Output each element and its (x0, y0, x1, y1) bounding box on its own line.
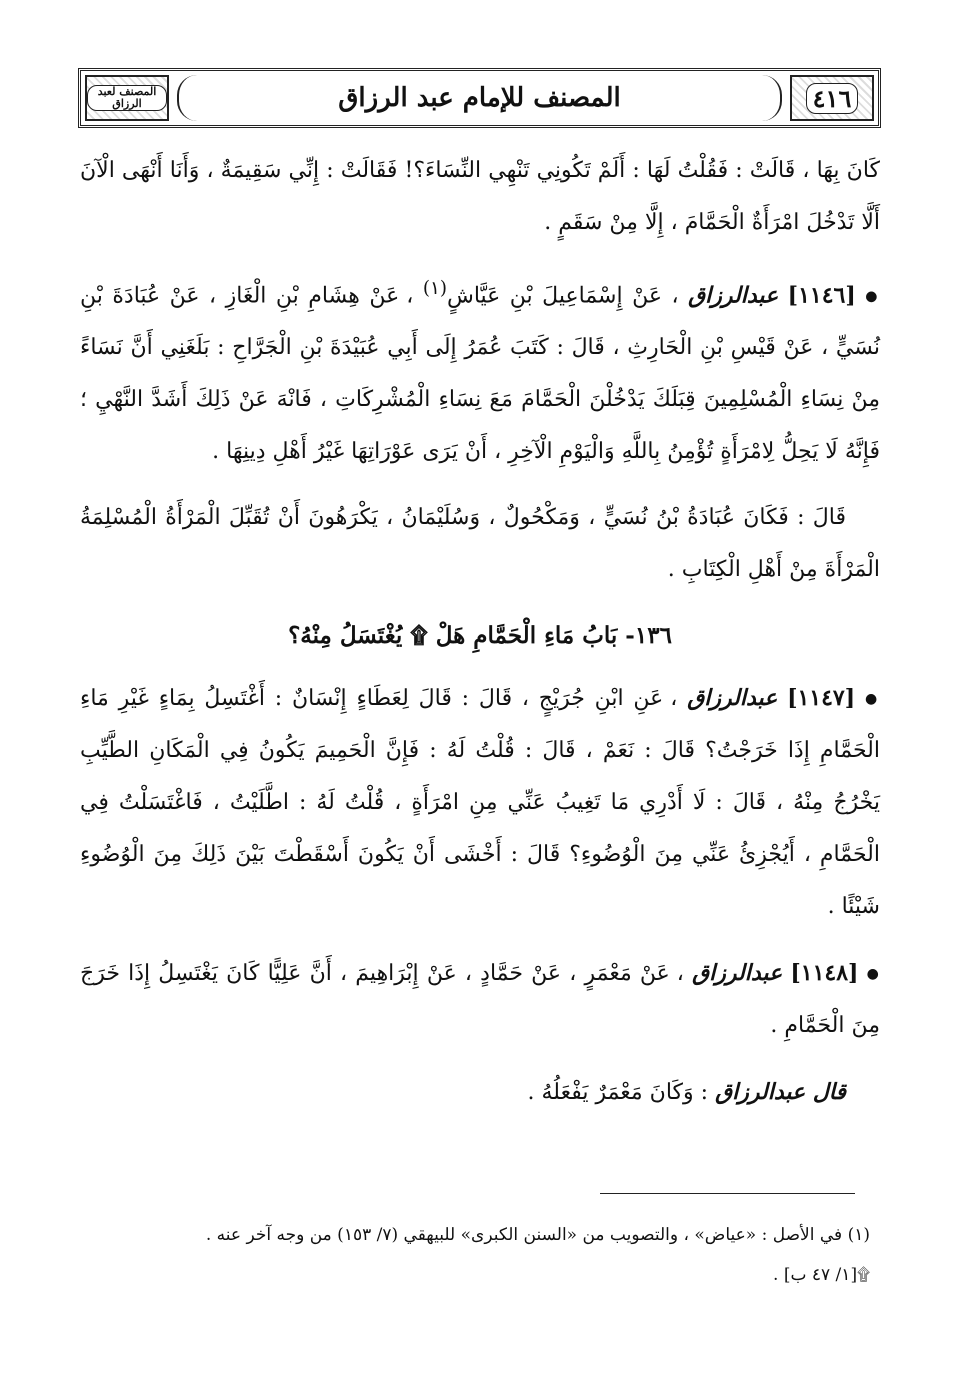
hadith-entry-1146 (80, 263, 880, 478)
book-logo-emblem (85, 75, 169, 121)
paragraph-qal: قَالَ : فَكَانَ عُبَادَةُ بْنُ نُسَيٍّ ، وَمَكْحُولٌ ، وَسُلَيْمَانُ ، يَكْرَهُونَ أَنْ تُقَبِّلَ الْمَرْأَةُ الْمُسْلِمَةُ الْمَرْأَةَ مِنْ أَهْلِ الْكِتَابِ . (80, 505, 880, 583)
chapter-heading: ١٣٦- بَابُ مَاءِ الْحَمَّامِ هَلْ ۩ يُغْتَسَلُ مِنْهُ؟ (288, 622, 672, 650)
hadith-entry-1147 (80, 672, 880, 933)
entry-number: [١١٤٧] (787, 685, 856, 712)
running-title: المصنف للإمام عبد الرزاق (177, 75, 782, 121)
hadith-entry-1148 (80, 947, 880, 1052)
footnote-1: (١) في الأصل : «عياض» ، والتصويب من «السنن الكبرى» للبيهقي (٧/ ١٥٣) من وجه آخر عنه . (205, 1225, 870, 1245)
text-line: أَنْهَى الْآنَ أَلَّا تَدْخُلَ امْرَأَةٌ الْحَمَّامَ ، إِلَّا مِنْ سَقَمٍ . (80, 158, 880, 235)
bullet-icon: ● (864, 691, 880, 708)
text-line: كَانَ بِهَا ، قَالَتْ : فَقُلْتُ لَهَا : أَلَمْ تَكُونِي تَنْهِي النِّسَاءَ؟! فَقَالَتْ : إِنِّي سَقِيمَةٌ ، وَأَنَا (169, 158, 881, 183)
entry-number: [١١٤٦] (787, 282, 856, 309)
paragraph-continuation (80, 145, 880, 249)
author-name: قال عبدالرزاق (715, 1079, 846, 1106)
author-name: عبدالرزاق (687, 685, 778, 712)
page-number-box (790, 75, 874, 121)
entry-text: : وَكَانَ مَعْمَرٌ يَفْعَلُهُ . (527, 1080, 709, 1106)
entry-text: ، عَنْ إِسْمَاعِيلَ بْنِ عَيَّاشٍ (446, 283, 679, 309)
footnotes (80, 1215, 870, 1295)
footnote-divider (600, 1193, 855, 1194)
entry-text: ، عَنْ مَعْمَرٍ ، عَنْ حَمَّادٍ ، عَنْ إِبْرَاهِيمَ ، أَنَّ عَلِيًّا كَانَ يَغْتَسِلُ إِذَا خَرَجَ مِنَ الْحَمَّامِ . (80, 961, 880, 1039)
footnote-ref[interactable]: (١) (422, 278, 447, 299)
page-header (78, 68, 881, 128)
entry-number: [١١٤٨] (790, 960, 859, 987)
paragraph-qal-abdulrazzaq (80, 1066, 880, 1119)
entry-text: ، عَنْ هِشَامِ بْنِ الْغَازِ ، عَنْ عُبَادَةَ بْنِ نُسَيٍّ ، عَنْ قَيْسِ بْنِ الْحَارِثِ ، قَالَ : كَتَبَ عُمَرُ إِلَى أَبِي عُبَيْدَةَ بْنِ الْجَرَّاحِ : بَلَغَنِي أَنَّ نَسَاءً مِنْ نِسَاءِ الْمُسْلِمِينَ قِبَلَكَ يَدْخُلْنَ الْحَمَّامَ مَعَ نِسَاءِ الْمُشْرِكَاتِ ، فَانْهَ عَنْ ذَلِكَ أَشَدَّ النَّهْيِ ؛ فَإِنَّهُ لَا يَحِلُّ لِامْرَأَةٍ تُؤْمِنُ بِاللَّهِ وَالْيَوْمِ الْآخِرِ ، أَنْ يَرَى عَوْرَاتِهَا غَيْرُ أَهْلِ دِينِهَا . (80, 283, 880, 465)
bullet-icon: ● (865, 288, 881, 305)
author-name: عبدالرزاق (688, 282, 779, 309)
author-name: عبدالرزاق (692, 960, 783, 987)
bullet-icon: ● (866, 966, 881, 983)
entry-text: ، عَنِ ابْنِ جُرَيْجٍ ، قَالَ : قَالَ لِعَطَاءٍ إِنْسَانٌ : أَغْتَسِلُ بِمَاءٍ غَيْرِ مَاءِ الْحَمَّامِ إِذَا خَرَجْتُ؟ قَالَ : نَعَمْ ، قَالَ : قُلْتُ لَهُ : فَإِنَّ الْحَمِيمَ يَكُونُ فِي الْمَكَانِ الطَّيِّبِ يَخْرُجُ مِنْهُ ، قَالَ : لَا أَدْرِي مَا تَغِيبُ عَنِّي مِنِ امْرَأَةٍ ، قُلْتُ لَهُ : اطَّلَيْتُ ، فَاغْتَسَلْتُ فِي الْحَمَّامِ ، أَيُجْزِئُ عَنِّي مِنَ الْوُضُوءِ؟ قَالَ : أَخْشَى أَنْ يَكُونَ أَسْقَطْتَ بَيْنَ ذَلِكَ مِنَ الْوُضُوءِ شَيْئًا . (80, 686, 880, 920)
logo-text: المصنف لعبد الرزاق (87, 85, 167, 111)
main-text (80, 145, 880, 1133)
folio-marker: ۩[١/ ٤٧ ب] . (773, 1265, 870, 1285)
page-number: ٤١٦ (806, 83, 859, 114)
